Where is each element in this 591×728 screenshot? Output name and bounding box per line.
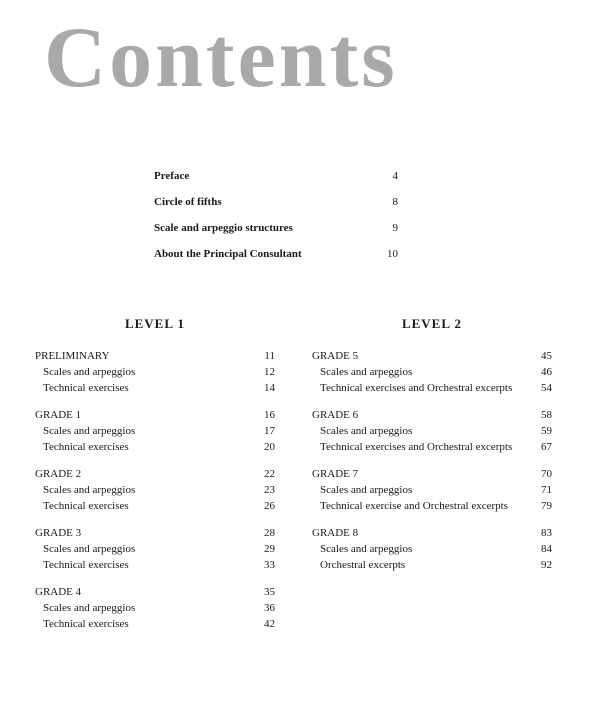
toc-section-page: 58 [541, 409, 552, 421]
level-heading: LEVEL 1 [124, 316, 186, 331]
toc-section-entry[interactable] [35, 350, 275, 366]
toc-section-page: 83 [541, 527, 552, 539]
toc-section-grade-7 [312, 468, 552, 516]
toc-subentry[interactable] [35, 484, 275, 500]
toc-section-entry[interactable] [312, 468, 552, 484]
toc-section-preliminary [35, 350, 275, 398]
toc-subentry[interactable] [312, 382, 552, 398]
toc-section-label: GRADE 3 [35, 527, 82, 539]
toc-entry-page: 4 [392, 170, 398, 182]
toc-section-label: GRADE 1 [35, 409, 82, 421]
toc-section-entry[interactable] [35, 586, 275, 602]
toc-section-label: GRADE 4 [35, 586, 82, 598]
toc-section-entry[interactable] [35, 468, 275, 484]
toc-subentry-page: 29 [264, 543, 275, 555]
toc-section-grade-4 [35, 586, 275, 634]
toc-subentry-page: 26 [264, 500, 275, 512]
toc-subentry-label: Scales and arpeggios [43, 543, 136, 555]
toc-subentry-label: Scales and arpeggios [43, 484, 136, 496]
toc-section-label: PRELIMINARY [35, 350, 110, 362]
toc-entry-page: 8 [392, 196, 398, 208]
toc-subentry[interactable] [35, 543, 275, 559]
toc-subentry[interactable] [35, 441, 275, 457]
toc-section-label: GRADE 5 [312, 350, 359, 362]
toc-subentry[interactable] [35, 618, 275, 634]
toc-section-page: 70 [541, 468, 552, 480]
toc-section-page: 16 [264, 409, 275, 421]
toc-section-entry[interactable] [312, 527, 552, 543]
toc-subentry-label: Scales and arpeggios [43, 425, 136, 437]
toc-entry-about-consultant[interactable] [154, 248, 398, 274]
toc-subentry[interactable] [312, 500, 552, 516]
toc-entry-preface[interactable] [154, 170, 398, 196]
toc-section-grade-1 [35, 409, 275, 457]
toc-subentry-label: Technical exercises [43, 441, 129, 453]
toc-section-label: GRADE 8 [312, 527, 359, 539]
toc-entry-page: 9 [392, 222, 398, 234]
toc-subentry-page: 42 [264, 618, 275, 630]
toc-subentry-page: 67 [541, 441, 552, 453]
toc-subentry[interactable] [312, 559, 552, 575]
toc-subentry-label: Scales and arpeggios [320, 543, 413, 555]
toc-subentry-label: Technical exercises [43, 559, 129, 571]
toc-section-entry[interactable] [312, 350, 552, 366]
toc-subentry-label: Technical exercises [43, 618, 129, 630]
level-1-column [35, 316, 275, 645]
toc-subentry-page: 46 [541, 366, 552, 378]
level-2-column [312, 316, 552, 586]
toc-section-entry[interactable] [35, 527, 275, 543]
toc-subentry[interactable] [312, 543, 552, 559]
toc-subentry-label: Scales and arpeggios [320, 366, 413, 378]
toc-subentry-page: 92 [541, 559, 552, 571]
toc-section-page: 35 [264, 586, 275, 598]
toc-subentry-label: Technical exercise and Orchestral excerpts [320, 500, 508, 512]
toc-section-grade-5 [312, 350, 552, 398]
toc-entry-scale-structures[interactable] [154, 222, 398, 248]
toc-subentry-page: 12 [264, 366, 275, 378]
toc-subentry[interactable] [35, 366, 275, 382]
toc-subentry-page: 36 [264, 602, 275, 614]
toc-subentry-label: Technical exercises [43, 500, 129, 512]
toc-subentry-page: 54 [541, 382, 552, 394]
toc-section-grade-2 [35, 468, 275, 516]
toc-section-grade-8 [312, 527, 552, 575]
toc-subentry-page: 79 [541, 500, 552, 512]
toc-subentry[interactable] [35, 382, 275, 398]
toc-subentry[interactable] [312, 484, 552, 500]
toc-section-label: GRADE 6 [312, 409, 359, 421]
toc-section-label: GRADE 7 [312, 468, 359, 480]
toc-section-page: 22 [264, 468, 275, 480]
toc-subentry-label: Scales and arpeggios [43, 602, 136, 614]
toc-subentry-page: 33 [264, 559, 275, 571]
toc-section-page: 11 [264, 350, 275, 362]
toc-section-entry[interactable] [312, 409, 552, 425]
page-title: Contents [44, 9, 398, 105]
toc-subentry-label: Technical exercises [43, 382, 129, 394]
toc-subentry[interactable] [312, 425, 552, 441]
toc-section-entry[interactable] [35, 409, 275, 425]
toc-subentry-page: 59 [541, 425, 552, 437]
toc-entry-label: Circle of fifths [154, 196, 222, 208]
toc-subentry-page: 14 [264, 382, 275, 394]
toc-subentry-page: 17 [264, 425, 275, 437]
toc-entry-label: Preface [154, 170, 190, 182]
front-matter-list [154, 170, 398, 274]
toc-section-grade-6 [312, 409, 552, 457]
toc-subentry-label: Technical exercises and Orchestral excerpts [320, 382, 513, 394]
toc-subentry-page: 23 [264, 484, 275, 496]
toc-subentry-page: 71 [541, 484, 552, 496]
toc-entry-circle-of-fifths[interactable] [154, 196, 398, 222]
toc-section-page: 28 [264, 527, 275, 539]
toc-subentry[interactable] [35, 425, 275, 441]
toc-subentry-label: Scales and arpeggios [320, 484, 413, 496]
toc-subentry-page: 84 [541, 543, 552, 555]
toc-subentry-page: 20 [264, 441, 275, 453]
level-heading: LEVEL 2 [401, 316, 463, 331]
toc-subentry[interactable] [35, 602, 275, 618]
toc-subentry-label: Technical exercises and Orchestral excerpts [320, 441, 513, 453]
toc-subentry[interactable] [312, 366, 552, 382]
toc-subentry-label: Orchestral excerpts [320, 559, 406, 571]
toc-section-page: 45 [541, 350, 552, 362]
toc-section-grade-3 [35, 527, 275, 575]
toc-entry-label: About the Principal Consultant [154, 248, 302, 260]
toc-entry-label: Scale and arpeggio structures [154, 222, 293, 234]
toc-section-label: GRADE 2 [35, 468, 82, 480]
toc-subentry[interactable] [312, 441, 552, 457]
toc-subentry-label: Scales and arpeggios [320, 425, 413, 437]
toc-subentry[interactable] [35, 500, 275, 516]
toc-entry-page: 10 [387, 248, 398, 260]
toc-subentry[interactable] [35, 559, 275, 575]
toc-subentry-label: Scales and arpeggios [43, 366, 136, 378]
